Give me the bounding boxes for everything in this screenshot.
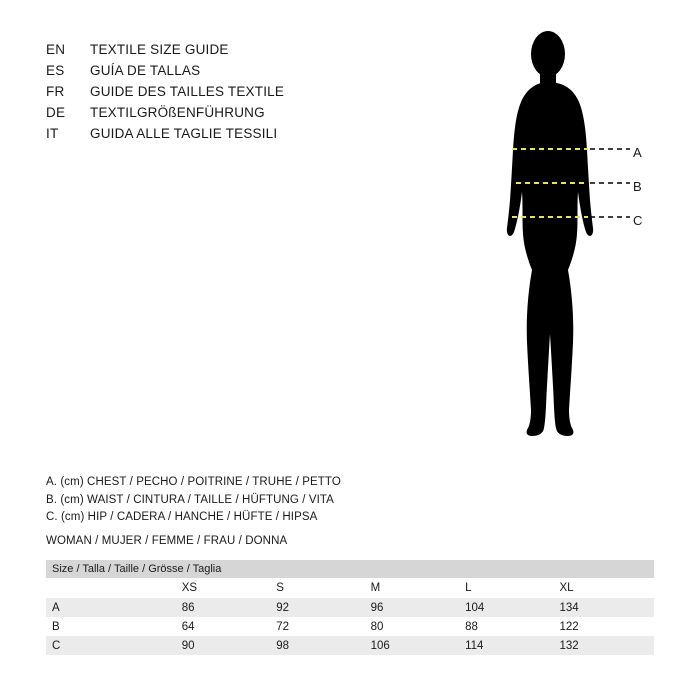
key-line-b: B. (cm) WAIST / CINTURA / TAILLE / HÜFTUNG / VITA bbox=[46, 493, 334, 506]
cell-value: 72 bbox=[276, 617, 370, 636]
language-code: FR bbox=[46, 84, 65, 99]
key-gender: WOMAN / MUJER / FEMME / FRAU / DONNA bbox=[46, 534, 288, 547]
cell-value: 98 bbox=[276, 636, 370, 655]
language-title: TEXTILE SIZE GUIDE bbox=[90, 42, 229, 57]
language-row bbox=[46, 126, 466, 147]
figure-marker-c: C bbox=[633, 213, 643, 228]
table-row bbox=[46, 617, 654, 636]
language-title: GUIDE DES TAILLES TEXTILE bbox=[90, 84, 285, 99]
female-silhouette-icon bbox=[470, 20, 680, 450]
column-header-xl: XL bbox=[560, 578, 654, 598]
column-header-xs: XS bbox=[182, 578, 276, 598]
row-label: B bbox=[46, 617, 182, 636]
language-row bbox=[46, 105, 466, 126]
language-code: DE bbox=[46, 105, 66, 120]
cell-value: 134 bbox=[560, 598, 654, 617]
table-header-row bbox=[46, 578, 654, 598]
language-row bbox=[46, 63, 466, 84]
table-row bbox=[46, 636, 654, 655]
size-table bbox=[46, 560, 654, 655]
cell-value: 90 bbox=[182, 636, 276, 655]
body-figure bbox=[470, 20, 680, 450]
table-row bbox=[46, 598, 654, 617]
language-title: GUÍA DE TALLAS bbox=[90, 63, 201, 78]
cell-value: 106 bbox=[371, 636, 465, 655]
language-legend bbox=[46, 42, 466, 147]
table-title: Size / Talla / Taille / Grösse / Taglia bbox=[46, 560, 654, 578]
cell-value: 96 bbox=[371, 598, 465, 617]
column-header-s: S bbox=[276, 578, 370, 598]
cell-value: 122 bbox=[560, 617, 654, 636]
column-header-l: L bbox=[465, 578, 559, 598]
cell-value: 86 bbox=[182, 598, 276, 617]
cell-value: 80 bbox=[371, 617, 465, 636]
cell-value: 64 bbox=[182, 617, 276, 636]
row-label: A bbox=[46, 598, 182, 617]
language-row bbox=[46, 84, 466, 105]
language-code: ES bbox=[46, 63, 65, 78]
cell-value: 132 bbox=[560, 636, 654, 655]
key-line-c: C. (cm) HIP / CADERA / HANCHE / HÜFTE / HIPSA bbox=[46, 511, 318, 523]
figure-marker-b: B bbox=[633, 179, 642, 194]
measurement-key bbox=[46, 474, 466, 550]
cell-value: 92 bbox=[276, 598, 370, 617]
figure-marker-a: A bbox=[633, 145, 642, 160]
language-title: TEXTILGRÖßENFÜHRUNG bbox=[90, 105, 265, 120]
cell-value: 114 bbox=[465, 636, 559, 655]
cell-value: 104 bbox=[465, 598, 559, 617]
column-header-m: M bbox=[371, 578, 465, 598]
row-label: C bbox=[46, 636, 182, 655]
column-header-blank bbox=[46, 578, 182, 598]
language-code: EN bbox=[46, 42, 66, 57]
key-line-a: A. (cm) CHEST / PECHO / POITRINE / TRUHE / PETTO bbox=[46, 476, 341, 488]
language-row bbox=[46, 42, 466, 63]
cell-value: 88 bbox=[465, 617, 559, 636]
language-title: GUIDA ALLE TAGLIE TESSILI bbox=[90, 126, 278, 141]
table-title-row bbox=[46, 560, 654, 578]
language-code: IT bbox=[46, 126, 59, 141]
